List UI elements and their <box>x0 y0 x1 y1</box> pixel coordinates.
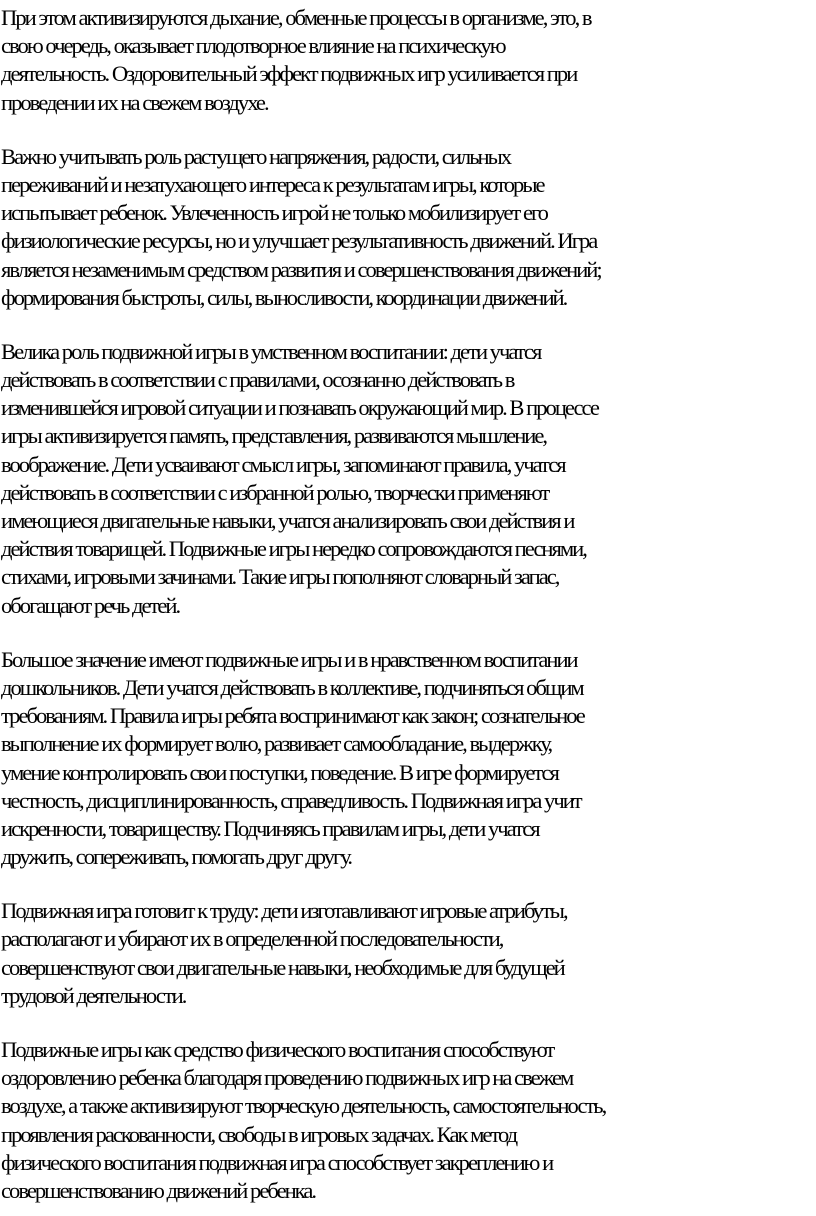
text-line: воображение. Дети усваивают смысл игры, запоминают правила, учатся <box>1 451 565 477</box>
text-line: Велика роль подвижной игры в умственном воспитании: дети учатся <box>1 338 541 364</box>
text-line: совершенствуют свои двигательные навыки, необходимые для будущей <box>1 954 564 980</box>
paragraph-2 <box>0 143 816 312</box>
text-line: Подвижные игры как средство физического воспитания способствуют <box>1 1037 554 1062</box>
text-line: Подвижная игра готовит к труду: дети изготавливают игровые атрибуты, <box>1 898 567 924</box>
text-line: имеющиеся двигательные навыки, учатся анализировать свои действия и <box>1 508 574 533</box>
paragraph-5 <box>0 897 816 1010</box>
paragraph-spacer <box>0 871 816 897</box>
text-line: игры активизируется память, представления, развиваются мышление, <box>1 423 547 449</box>
text-line: выполнение их формирует волю, развивает самообладание, выдержку, <box>1 731 552 757</box>
text-line: располагают и убирают их в определенной последовательности, <box>1 926 503 952</box>
text-line: переживаний и незатухающего интереса к результатам игры, которые <box>1 171 544 197</box>
text-line: Большое значение имеют подвижные игры и в нравственном воспитании <box>1 646 577 672</box>
text-line: проведении их на свежем воздухе. <box>1 89 268 115</box>
paragraph-spacer <box>0 620 816 646</box>
text-line: является незаменимым средством развития и совершенствования движений; <box>1 256 601 282</box>
text-line: физиологические ресурсы, но и улучшает результативность движений. Игра <box>1 228 597 254</box>
text-line: стихами, игровыми зачинами. Такие игры пополняют словарный запас, <box>1 564 559 590</box>
text-line: умение контролировать свои поступки, поведение. В игре формируется <box>1 759 558 785</box>
paragraph-3 <box>0 338 816 620</box>
text-line: действия товарищей. Подвижные игры нередко сопровождаются песнями, <box>1 536 586 562</box>
text-line: При этом активизируются дыхание, обменные процессы в организме, это, в <box>1 5 591 30</box>
text-line: формирования быстроты, силы, выносливости, координации движений. <box>1 284 567 310</box>
text-line: проявления раскованности, свободы в игровых задачах. Как метод <box>1 1121 517 1147</box>
text-line: трудовой деятельности. <box>1 982 186 1008</box>
text-line: испытывает ребенок. Увлеченность игрой не только мобилизирует его <box>1 200 547 226</box>
text-line: деятельность. Оздоровительный эффект подвижных игр усиливается при <box>1 61 577 87</box>
paragraph-4 <box>0 646 816 872</box>
text-line: действовать в соответствии с избранной ролью, творчески применяют <box>1 479 549 505</box>
paragraph-1 <box>0 4 816 117</box>
paragraph-spacer <box>0 1010 816 1036</box>
paragraph-spacer <box>0 312 816 338</box>
text-line: совершенствованию движений ребенка. <box>1 1177 315 1203</box>
text-line: изменившейся игровой ситуации и познавать окружающий мир. В процессе <box>1 395 598 421</box>
text-line: дружить, сопереживать, помогать друг другу. <box>1 844 351 870</box>
text-line: честность, дисциплинированность, справедливость. Подвижная игра учит <box>1 787 581 813</box>
text-line: воздухе, а также активизируют творческую деятельность, самостоятельность, <box>1 1093 606 1119</box>
text-line: дошкольников. Дети учатся действовать в коллективе, подчиняться общим <box>1 674 583 700</box>
paragraph-6 <box>0 1036 816 1205</box>
text-line: свою очередь, оказывает плодотворное влияние на психическую <box>1 33 505 59</box>
text-line: Важно учитывать роль растущего напряжения, радости, сильных <box>1 143 511 169</box>
text-line: требованиям. Правила игры ребята воспринимают как закон; сознательное <box>1 703 584 729</box>
text-line: оздоровлению ребенка благодаря проведению подвижных игр на свежем <box>1 1065 573 1091</box>
text-line: физического воспитания подвижная игра способствует закреплению и <box>1 1149 553 1175</box>
paragraph-spacer <box>0 117 816 143</box>
text-line: искренности, товариществу. Подчиняясь правилам игры, дети учатся <box>1 815 539 841</box>
text-line: действовать в соответствии с правилами, осознанно действовать в <box>1 367 514 393</box>
text-line: обогащают речь детей. <box>1 592 180 618</box>
